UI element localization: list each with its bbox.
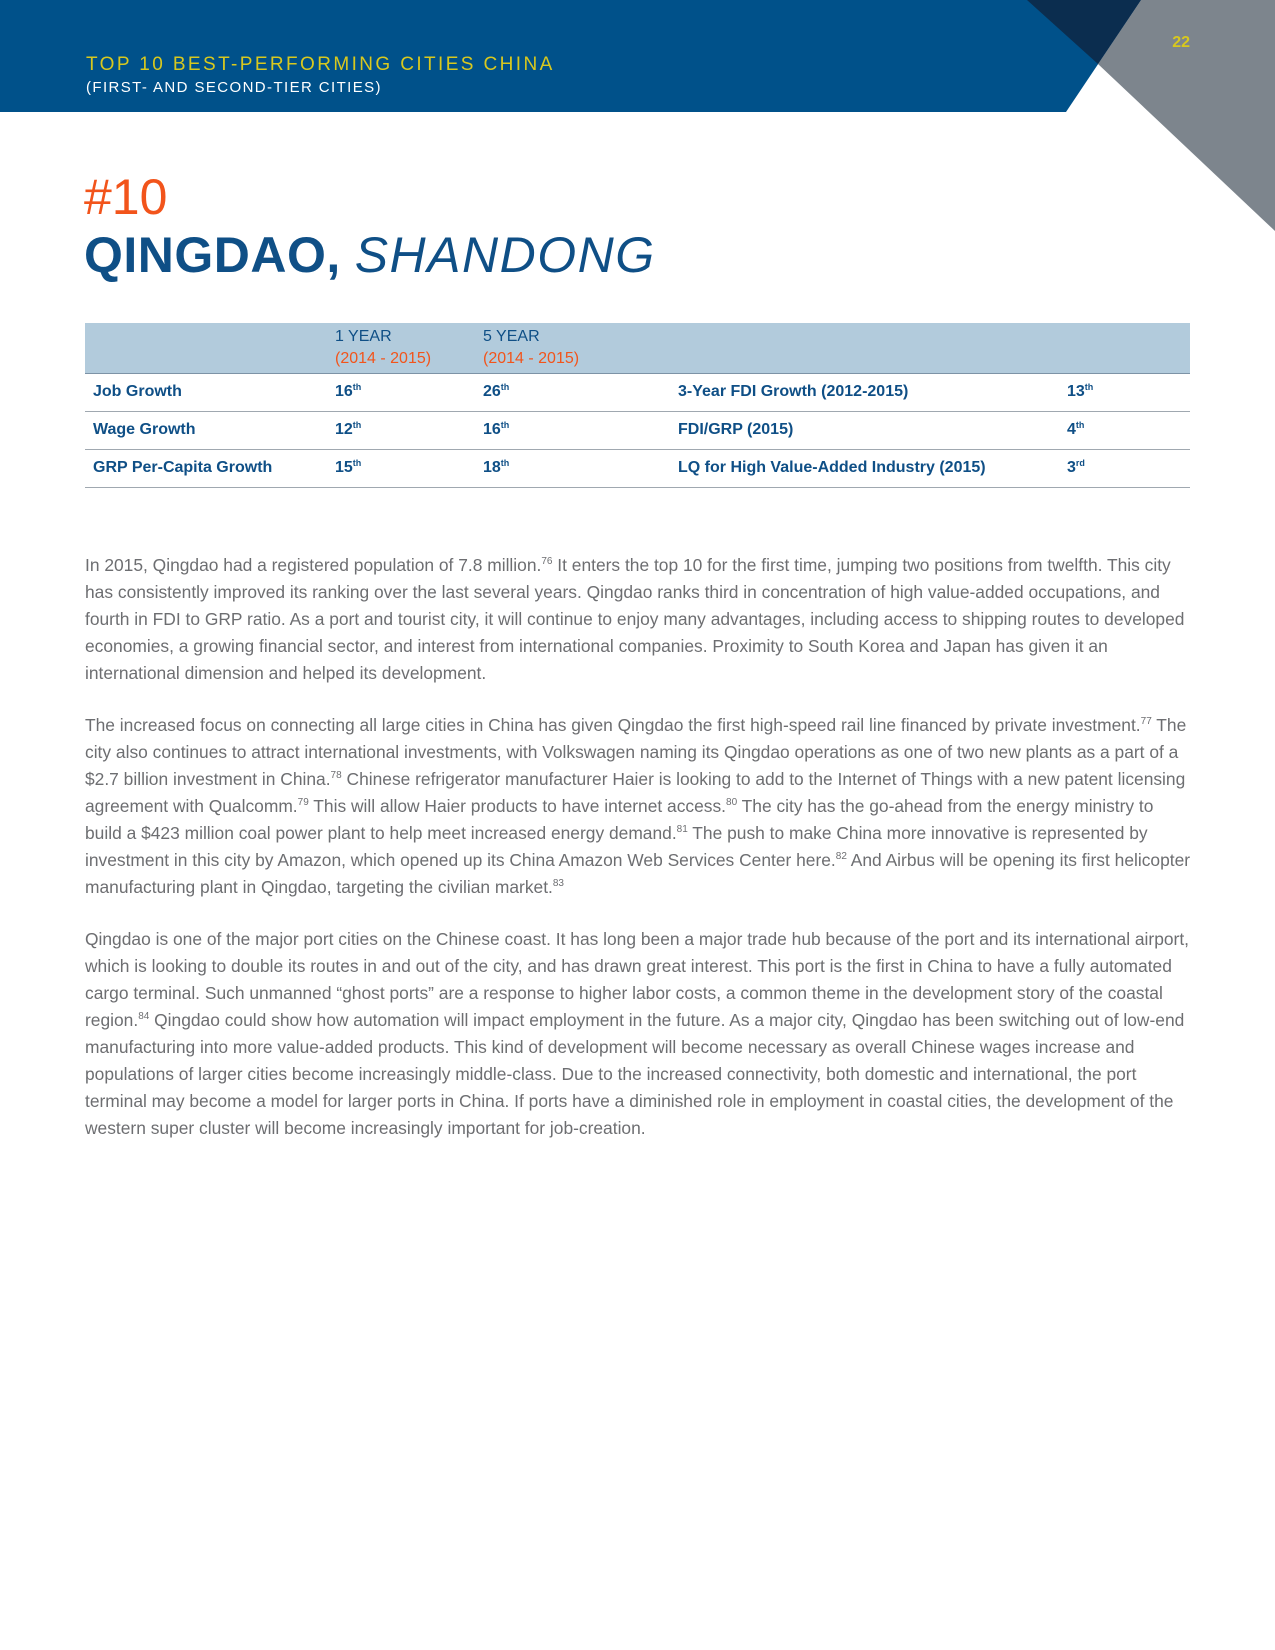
one-year-rank (327, 373, 475, 411)
rank-2 (1059, 449, 1190, 487)
header-cell-metric-2 (670, 323, 1059, 373)
metric-name: Job Growth (85, 373, 327, 411)
province-name: SHANDONG (354, 227, 656, 283)
footnote-ref: 84 (138, 1011, 150, 1022)
rank-suffix: th (500, 420, 510, 430)
one-year-rank (327, 411, 475, 449)
body-paragraph (85, 926, 1193, 1142)
rank-2 (1059, 411, 1190, 449)
paragraph-text: And Airbus will be opening its first helicopter manufacturing plant in Qingdao, targeting the civilian market. (85, 850, 1191, 897)
rank-value: 16 (335, 383, 353, 400)
header-banner (0, 0, 1275, 240)
header-cell-1-year (327, 323, 475, 373)
period-label: 1 YEAR (335, 327, 392, 345)
rank-suffix: th (500, 382, 510, 392)
paragraph-text: In 2015, Qingdao had a registered population of 7.8 million. (85, 555, 542, 575)
footnote-ref: 78 (330, 770, 342, 781)
table-row (85, 373, 1190, 411)
rank-suffix: rd (1075, 458, 1085, 468)
paragraph-text: The city has the go-ahead from the energy ministry to build a $423 million coal power plant to help meet increased energy demand. (85, 796, 1154, 843)
footnote-ref: 77 (1140, 716, 1152, 727)
header-cell-metric (85, 323, 327, 373)
body-paragraph (85, 712, 1193, 901)
metric-name-2: LQ for High Value-Added Industry (2015) (670, 449, 1059, 487)
paragraph-text: The push to make China more innovative is represented by investment in this city by Amazon, which opened up its China Amazon Web Services Center here. (85, 823, 1148, 870)
footnote-ref: 83 (552, 878, 564, 889)
metric-name: Wage Growth (85, 411, 327, 449)
rank-value: 3 (1067, 459, 1076, 476)
paragraph-text: The city also continues to attract international investments, with Volkswagen naming its Qingdao operations as one of two new plants as a part of a $2.7 billion investment in China. (85, 715, 1187, 789)
header-cell-5-year (475, 323, 670, 373)
rank-value: 18 (483, 459, 501, 476)
report-subtitle: (FIRST- AND SECOND-TIER CITIES) (86, 79, 382, 96)
rank-value: 16 (483, 421, 501, 438)
report-title: TOP 10 BEST-PERFORMING CITIES CHINA (86, 54, 555, 75)
period-range: (2014 - 2015) (483, 349, 580, 367)
footnote-ref: 80 (726, 797, 738, 808)
paragraph-text: Chinese refrigerator manufacturer Haier is looking to add to the Internet of Things with a new patent licensing agreement with Qualcomm. (85, 769, 1186, 816)
table-row (85, 449, 1190, 487)
footnote-ref: 81 (676, 824, 688, 835)
five-year-rank (475, 449, 670, 487)
table-row (85, 411, 1190, 449)
rank-suffix: th (352, 458, 362, 468)
rank-suffix: th (1084, 382, 1094, 392)
rank-suffix: th (352, 382, 362, 392)
five-year-rank (475, 411, 670, 449)
rank-suffix: th (1075, 420, 1085, 430)
table-header-row (85, 323, 1190, 373)
ranking-table (85, 323, 1190, 488)
paragraph-text: It enters the top 10 for the first time, jumping two positions from twelfth. This city has consistently improved its ranking over the last several years. Qingdao ranks third in concentration of high value-added occupations, and fourth in FDI to GRP ratio. As a port and tourist city, it will continue to enjoy many advantages, including access to shipping routes to developed economies, a growing financial sector, and interest from international companies. Proximity to South Korea and Japan has given it an international dimension and helped its development. (85, 555, 1185, 683)
city-name: QINGDAO, (84, 227, 341, 283)
one-year-rank (327, 449, 475, 487)
paragraph-text: The increased focus on connecting all large cities in China has given Qingdao the first high-speed rail line financed by private investment. (85, 715, 1141, 735)
header-cell-rank-2 (1059, 323, 1190, 373)
body-paragraph (85, 552, 1193, 687)
period-label: 5 YEAR (483, 327, 540, 345)
page-number: 22 (1172, 34, 1190, 51)
paragraph-text: Qingdao is one of the major port cities on the Chinese coast. It has long been a major trade hub because of the port and its international airport, which is looking to double its routes in and out of the city, and has drawn great interest. This port is the first in China to have a fully automated cargo terminal. Such unmanned “ghost ports” are a response to higher labor costs, a common theme in the development story of the coastal region. (85, 929, 1190, 1030)
article-body (85, 552, 1193, 1167)
rank-value: 4 (1067, 421, 1076, 438)
metric-name-2: FDI/GRP (2015) (670, 411, 1059, 449)
footnote-ref: 76 (541, 556, 553, 567)
rank-suffix: th (500, 458, 510, 468)
city-rank: #10 (84, 169, 168, 225)
paragraph-text: Qingdao could show how automation will impact employment in the future. As a major city, Qingdao has been switching out of low-end manufacturing into more value-added products. This kind of development will become necessary as overall Chinese wages increase and populations of larger cities become increasingly middle-class. Due to the increased connectivity, both domestic and international, the port terminal may become a model for larger ports in China. If ports have a diminished role in employment in coastal cities, the development of the western super cluster will become increasingly important for job-creation. (85, 1010, 1185, 1138)
rank-value: 15 (335, 459, 353, 476)
rank-2 (1059, 373, 1190, 411)
rank-value: 12 (335, 421, 353, 438)
five-year-rank (475, 373, 670, 411)
rank-suffix: th (352, 420, 362, 430)
footnote-ref: 82 (835, 851, 847, 862)
rank-value: 26 (483, 383, 501, 400)
period-range: (2014 - 2015) (335, 349, 432, 367)
metric-name-2: 3-Year FDI Growth (2012-2015) (670, 373, 1059, 411)
rank-value: 13 (1067, 383, 1085, 400)
city-heading (84, 227, 656, 283)
paragraph-text: This will allow Haier products to have internet access. (308, 796, 727, 816)
metric-name: GRP Per-Capita Growth (85, 449, 327, 487)
footnote-ref: 79 (297, 797, 309, 808)
